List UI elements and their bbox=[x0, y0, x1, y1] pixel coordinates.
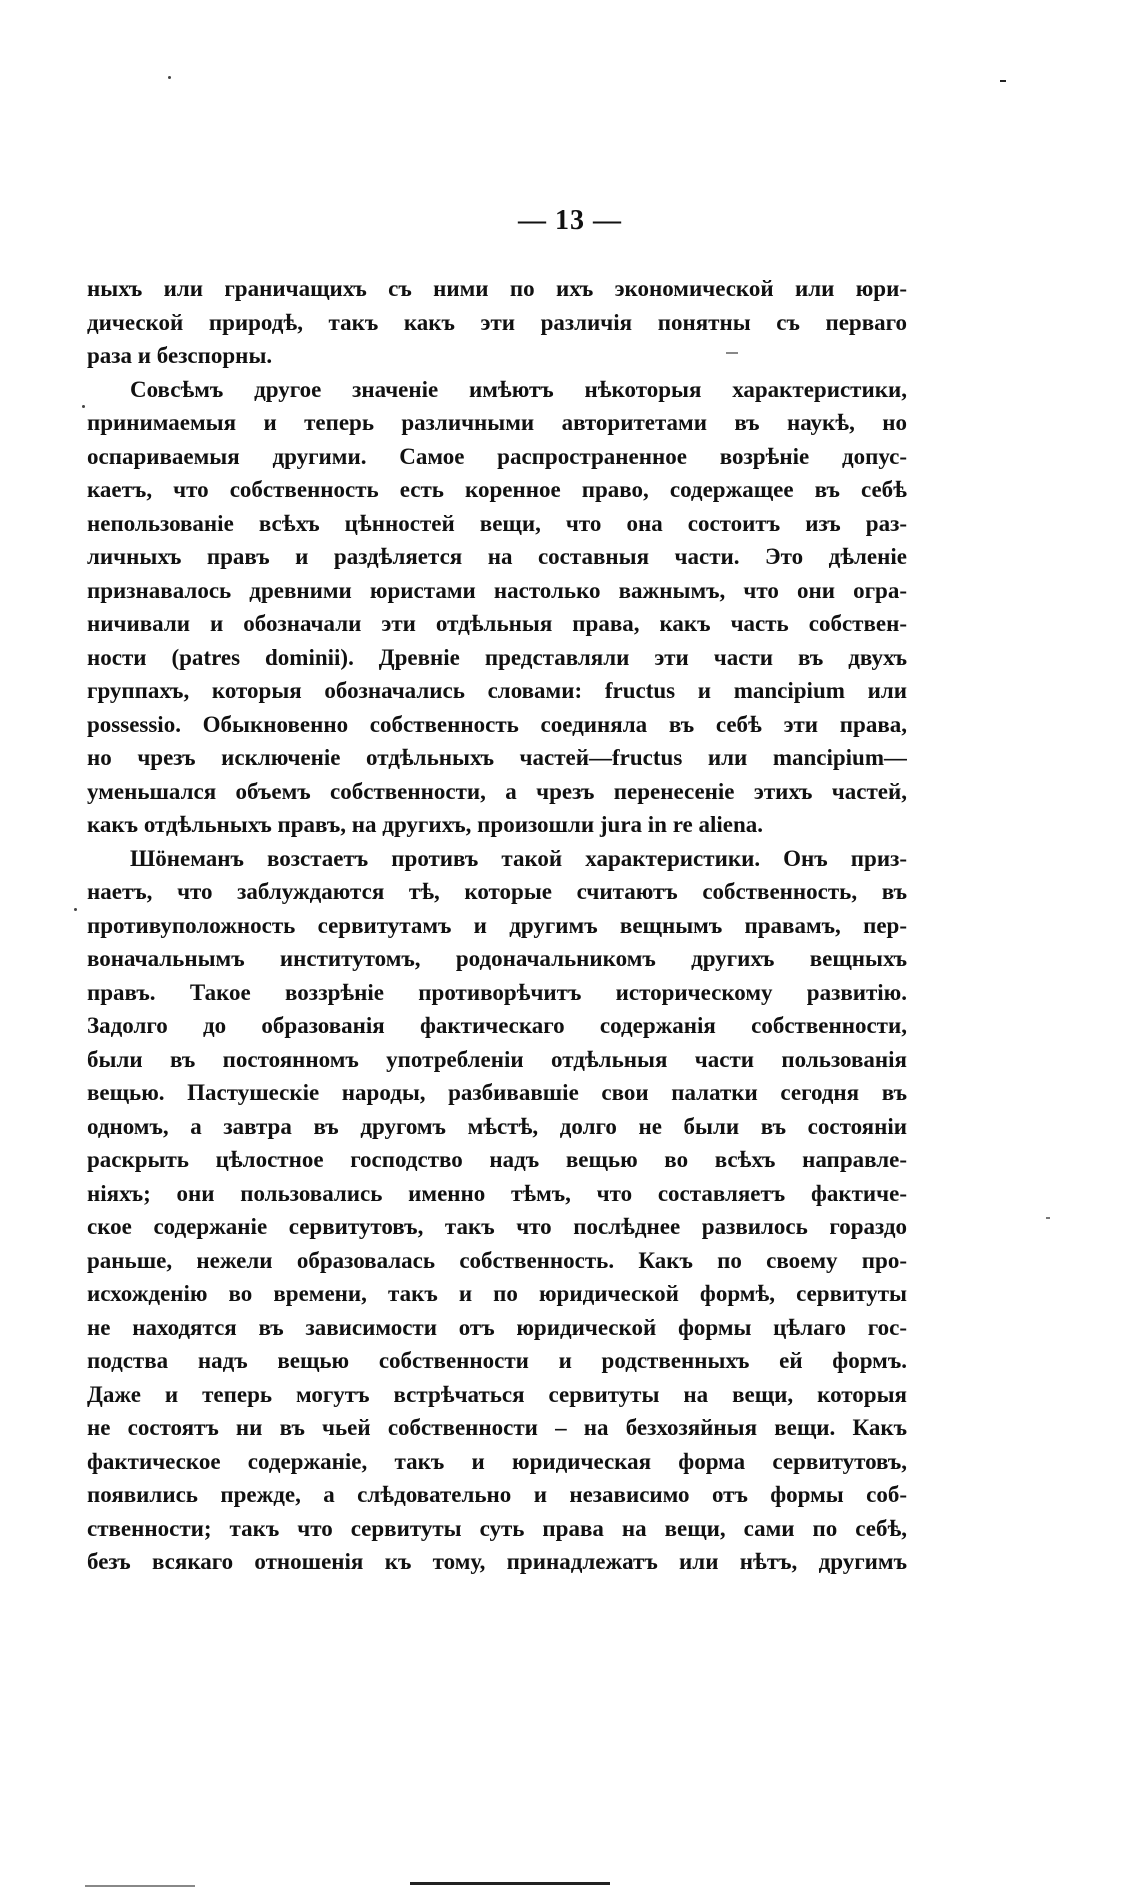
text-line: ности (patres dominii). Древніе представляли эти части въ двухъ bbox=[87, 644, 907, 670]
text-line: ничивали и обозначали эти отдѣльныя права, какъ часть собствен- bbox=[87, 611, 907, 636]
scan-mark bbox=[726, 352, 738, 354]
scan-speck bbox=[168, 76, 171, 79]
text-line: Совсѣмъ другое значеніе имѣютъ нѣкоторыя характеристики, bbox=[130, 376, 907, 402]
text-line: непользованіе всѣхъ цѣнностей вещи, что она состоитъ изъ раз- bbox=[87, 510, 907, 536]
text-line: но чрезъ исключеніе отдѣльныхъ частей—fructus или mancipium— bbox=[87, 745, 907, 770]
text-line: Задолго до образованія фактическаго содержанія собственности, bbox=[87, 1013, 907, 1038]
text-line: каетъ, что собственность есть коренное право, содержащее въ себѣ bbox=[87, 477, 907, 502]
text-line: раскрыть цѣлостное господство надъ вещью во всѣхъ направле- bbox=[87, 1147, 907, 1172]
text-line: Шöнеманъ возстаетъ противъ такой характеристики. Онъ приз- bbox=[130, 845, 907, 871]
page-number: — 13 — bbox=[518, 205, 622, 236]
body-text bbox=[87, 272, 907, 1579]
text-line: личныхъ правъ и раздѣляется на составныя части. Это дѣленіе bbox=[87, 544, 907, 569]
text-line: раза и безспорны. bbox=[87, 343, 273, 368]
text-line: оспариваемыя другими. Самое распространенное возрѣніе допус- bbox=[87, 443, 907, 469]
scan-mark bbox=[1046, 1217, 1050, 1219]
text-line: безъ всякаго отношенія къ тому, принадлежатъ или нѣтъ, другимъ bbox=[87, 1549, 907, 1574]
scan-mark bbox=[85, 1885, 195, 1887]
text-line: фактическое содержаніе, такъ и юридическая форма сервитутовъ, bbox=[87, 1448, 907, 1474]
text-line: исхожденію во времени, такъ и по юридической формѣ, сервитуты bbox=[87, 1281, 907, 1306]
text-line: не состоятъ ни въ чьей собственности – на безхозяйныя вещи. Какъ bbox=[87, 1415, 907, 1440]
text-line: противуположность сервитутамъ и другимъ вещнымъ правамъ, пер- bbox=[87, 912, 907, 938]
scan-speck bbox=[74, 908, 77, 911]
text-line: появились прежде, а слѣдовательно и независимо отъ формы соб- bbox=[87, 1482, 907, 1507]
text-line: ское содержаніе сервитутовъ, такъ что послѣднее развилось гораздо bbox=[87, 1214, 907, 1239]
text-line: possessio. Обыкновенно собственность соединяла въ себѣ эти права, bbox=[87, 711, 907, 737]
text-line: раньше, нежели образовалась собственность. Какъ по своему про- bbox=[87, 1247, 907, 1273]
text-line: уменьшался объемъ собственности, а чрезъ перенесеніе этихъ частей, bbox=[87, 778, 907, 804]
text-line: были въ постоянномъ употребленіи отдѣльныя части пользованія bbox=[87, 1046, 907, 1072]
text-line: ственности; такъ что сервитуты суть права на вещи, сами по себѣ, bbox=[87, 1515, 907, 1541]
scan-speck bbox=[82, 405, 85, 408]
text-line: принимаемыя и теперь различными авторитетами въ наукѣ, но bbox=[87, 410, 907, 435]
scan-mark bbox=[410, 1882, 610, 1885]
text-line: ныхъ или граничащихъ съ ними по ихъ экономической или юри- bbox=[87, 276, 907, 301]
text-line: какъ отдѣльныхъ правъ, на другихъ, произошли jura in re aliena. bbox=[87, 812, 764, 837]
text-line: признавалось древними юристами настолько важнымъ, что они огра- bbox=[87, 577, 907, 603]
text-line: правъ. Такое воззрѣніе противорѣчитъ историческому развитію. bbox=[87, 979, 907, 1005]
text-line: подства надъ вещью собственности и родственныхъ ей формъ. bbox=[87, 1348, 907, 1373]
text-line: вещью. Пастушескіе народы, разбивавшіе свои палатки сегодня въ bbox=[87, 1080, 907, 1105]
text-line: группахъ, которыя обозначались словами: fructus и mancipium или bbox=[87, 678, 907, 703]
scan-mark bbox=[1000, 80, 1006, 82]
text-line: наетъ, что заблуждаются тѣ, которые считаютъ собственность, въ bbox=[87, 879, 907, 904]
text-line: ніяхъ; они пользовались именно тѣмъ, что составляетъ фактиче- bbox=[87, 1180, 907, 1206]
text-line: Даже и теперь могутъ встрѣчаться сервитуты на вещи, которыя bbox=[87, 1381, 907, 1407]
text-line: воначальнымъ институтомъ, родоначальникомъ другихъ вещныхъ bbox=[87, 946, 907, 971]
text-line: не находятся въ зависимости отъ юридической формы цѣлаго гос- bbox=[87, 1314, 907, 1340]
text-line: одномъ, а завтра въ другомъ мѣстѣ, долго не были въ состояніи bbox=[87, 1113, 907, 1139]
text-line: дической природѣ, такъ какъ эти различія понятны съ перваго bbox=[87, 309, 907, 335]
